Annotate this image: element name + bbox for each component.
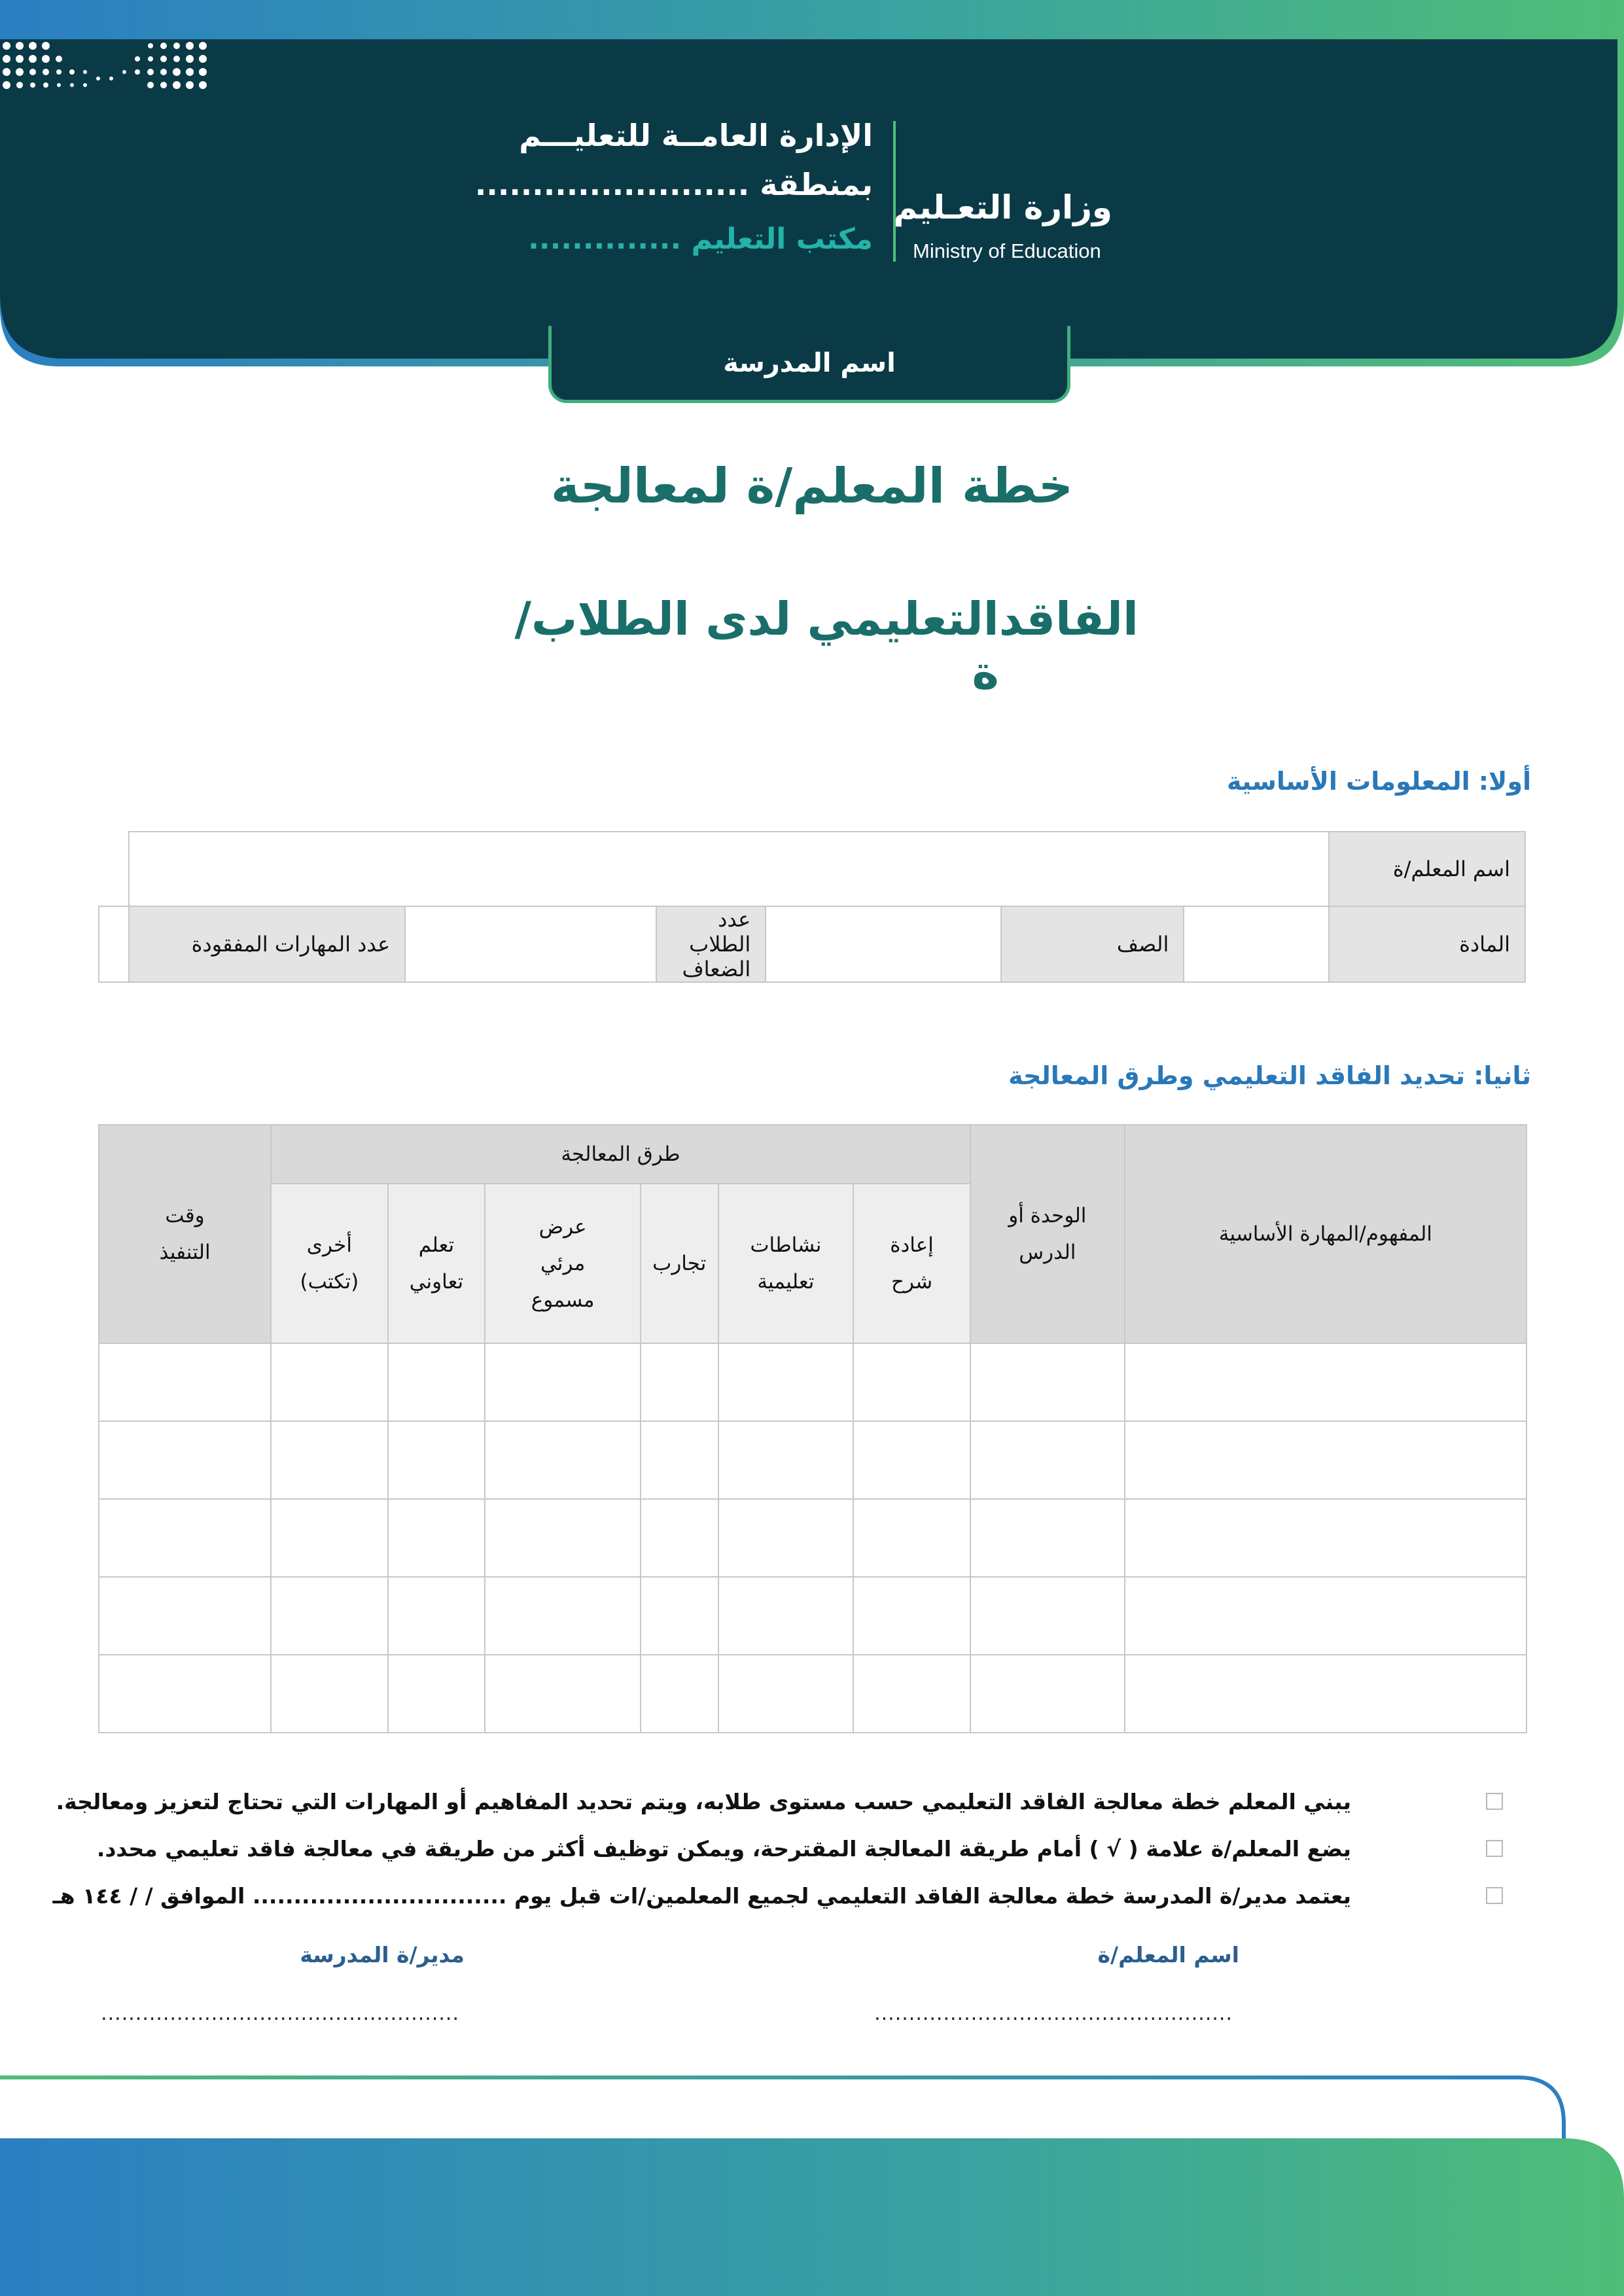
table-cell-input[interactable]	[388, 1577, 485, 1655]
table-cell-input[interactable]	[853, 1343, 970, 1421]
table-cell-input[interactable]	[718, 1499, 854, 1577]
experiments-header: تجارب	[641, 1184, 718, 1343]
page-title-rest: التعليمي لدى الطلاب/ة	[514, 592, 999, 699]
table-cell-input[interactable]	[271, 1499, 388, 1577]
cooperative-header: تعلم تعاوني	[388, 1184, 485, 1343]
ministry-logo-arabic: وزارة التعـليم	[893, 188, 1112, 226]
section2-heading: ثانيا: تحديد الفاقد التعليمي وطرق المعالجة	[1008, 1061, 1531, 1090]
school-name-tab[interactable]	[548, 326, 1070, 403]
grade-input[interactable]	[766, 906, 1000, 982]
table-cell-input[interactable]	[1125, 1655, 1527, 1733]
table-cell-input[interactable]	[641, 1499, 718, 1577]
teacher-name-label: اسم المعلم/ة	[1329, 832, 1525, 906]
table-cell-input[interactable]	[485, 1421, 641, 1499]
region-field[interactable]: بمنطقة ........................	[474, 167, 873, 202]
table-cell-input[interactable]	[485, 1655, 641, 1733]
unit-header: الوحدة أو الدرس	[970, 1125, 1125, 1343]
table-row	[99, 1577, 1527, 1655]
table-cell-input[interactable]	[485, 1343, 641, 1421]
note-text: يضع المعلم/ة علامة ( √ ) أمام طريقة المعالجة المقترحة، ويمكن توظيف أكثر من طريقة في معالجة فاقد تعليمي محدد.	[96, 1835, 1351, 1862]
table-row	[99, 1421, 1527, 1499]
table-cell-input[interactable]	[970, 1343, 1125, 1421]
table-cell-input[interactable]	[99, 1655, 271, 1733]
table-cell-input[interactable]	[718, 1577, 854, 1655]
table-cell-input[interactable]	[1125, 1577, 1527, 1655]
table-cell-input[interactable]	[853, 1577, 970, 1655]
table-cell-input[interactable]	[641, 1577, 718, 1655]
table-cell-input[interactable]	[99, 1421, 271, 1499]
instructions-list	[52, 1778, 1426, 1919]
table-row	[99, 1655, 1527, 1733]
basic-info-table	[98, 831, 1526, 983]
list-item	[96, 1825, 1426, 1872]
remediation-plan-table	[98, 1124, 1527, 1733]
teacher-name-input[interactable]	[129, 832, 1329, 906]
ministry-logo-dots-icon	[0, 0, 209, 157]
page-title-line1: خطة المعلم/ة لمعالجة	[550, 458, 1074, 514]
table-cell-input[interactable]	[388, 1343, 485, 1421]
principal-signature-label: مدير/ة المدرسة	[300, 1942, 465, 1968]
table-cell-input[interactable]	[970, 1655, 1125, 1733]
table-cell-input[interactable]	[388, 1421, 485, 1499]
table-cell-input[interactable]	[970, 1577, 1125, 1655]
table-cell-input[interactable]	[641, 1343, 718, 1421]
page-title-line2	[497, 592, 1139, 699]
section1-heading: أولا: المعلومات الأساسية	[1226, 767, 1531, 796]
page-title-word-loss: الفاقد	[998, 592, 1139, 646]
table-row	[99, 906, 1525, 982]
table-header-row	[99, 1125, 1527, 1184]
table-cell-input[interactable]	[853, 1499, 970, 1577]
weak-students-input[interactable]	[405, 906, 656, 982]
table-cell-input[interactable]	[99, 1577, 271, 1655]
concept-header: المفهوم/المهارة الأساسية	[1125, 1125, 1527, 1343]
table-cell-input[interactable]	[271, 1343, 388, 1421]
reexplain-header: إعادة شرح	[853, 1184, 970, 1343]
weak-students-label: عدد الطلاب الضعاف	[656, 906, 766, 982]
note-text: يبني المعلم خطة معالجة الفاقد التعليمي حسب مستوى طلابه، ويتم تحديد المفاهيم أو المهارات التي تحتاج لتعزيز ومعالجة.	[56, 1788, 1351, 1814]
table-cell-input[interactable]	[718, 1421, 854, 1499]
principal-signature-line[interactable]: ....................................................	[101, 2002, 459, 2025]
subject-label: المادة	[1329, 906, 1525, 982]
audiovisual-header: عرض مرئي مسموع	[485, 1184, 641, 1343]
checkbox-icon[interactable]	[1486, 1793, 1503, 1810]
table-cell-input[interactable]	[1125, 1421, 1527, 1499]
table-cell-input[interactable]	[718, 1655, 854, 1733]
table-row	[99, 832, 1525, 906]
table-cell-input[interactable]	[271, 1421, 388, 1499]
table-cell-input[interactable]	[641, 1421, 718, 1499]
table-cell-input[interactable]	[853, 1421, 970, 1499]
table-cell-input[interactable]	[641, 1655, 718, 1733]
table-cell-input[interactable]	[271, 1655, 388, 1733]
note-text: يعتمد مدير/ة المدرسة خطة معالجة الفاقد التعليمي لجميع المعلمين/ات قبل يوم ............................... الموافق / / ١٤٤ هـ	[52, 1882, 1351, 1909]
table-cell-input[interactable]	[485, 1499, 641, 1577]
table-cell-input[interactable]	[99, 1499, 271, 1577]
general-directorate-label: الإدارة العامــة للتعليـــم	[519, 118, 873, 153]
other-header: أخرى (تكتب)	[271, 1184, 388, 1343]
table-row	[99, 1499, 1527, 1577]
subject-input[interactable]	[1184, 906, 1329, 982]
methods-header: طرق المعالجة	[271, 1125, 970, 1184]
grade-label: الصف	[1001, 906, 1184, 982]
table-cell-input[interactable]	[970, 1421, 1125, 1499]
time-header: وقت التنفيذ	[99, 1125, 271, 1343]
table-cell-input[interactable]	[388, 1655, 485, 1733]
teacher-signature-line[interactable]: ....................................................	[874, 2002, 1233, 2025]
ministry-logo-english: Ministry of Education	[913, 239, 1101, 262]
table-cell-input[interactable]	[485, 1577, 641, 1655]
list-item	[56, 1778, 1426, 1825]
education-office-field[interactable]: مكتب التعليم ..............	[528, 222, 873, 256]
plan-table-body	[99, 1343, 1527, 1733]
list-item	[52, 1872, 1426, 1919]
checkbox-icon[interactable]	[1486, 1887, 1503, 1904]
checkbox-icon[interactable]	[1486, 1840, 1503, 1857]
teacher-signature-label: اسم المعلم/ة	[1097, 1942, 1239, 1968]
table-cell-input[interactable]	[1125, 1343, 1527, 1421]
table-cell-input[interactable]	[718, 1343, 854, 1421]
table-row	[99, 1343, 1527, 1421]
table-cell-input[interactable]	[388, 1499, 485, 1577]
table-cell-input[interactable]	[271, 1577, 388, 1655]
table-cell-input[interactable]	[99, 1343, 271, 1421]
missing-skills-input[interactable]	[99, 906, 129, 982]
table-cell-input[interactable]	[853, 1655, 970, 1733]
table-cell-input[interactable]	[1125, 1499, 1527, 1577]
activities-header: نشاطات تعليمية	[718, 1184, 854, 1343]
table-cell-input[interactable]	[970, 1499, 1125, 1577]
missing-skills-label: عدد المهارات المفقودة	[129, 906, 405, 982]
footer-banner	[0, 2061, 1624, 2296]
school-name-label: اسم المدرسة	[723, 347, 896, 378]
